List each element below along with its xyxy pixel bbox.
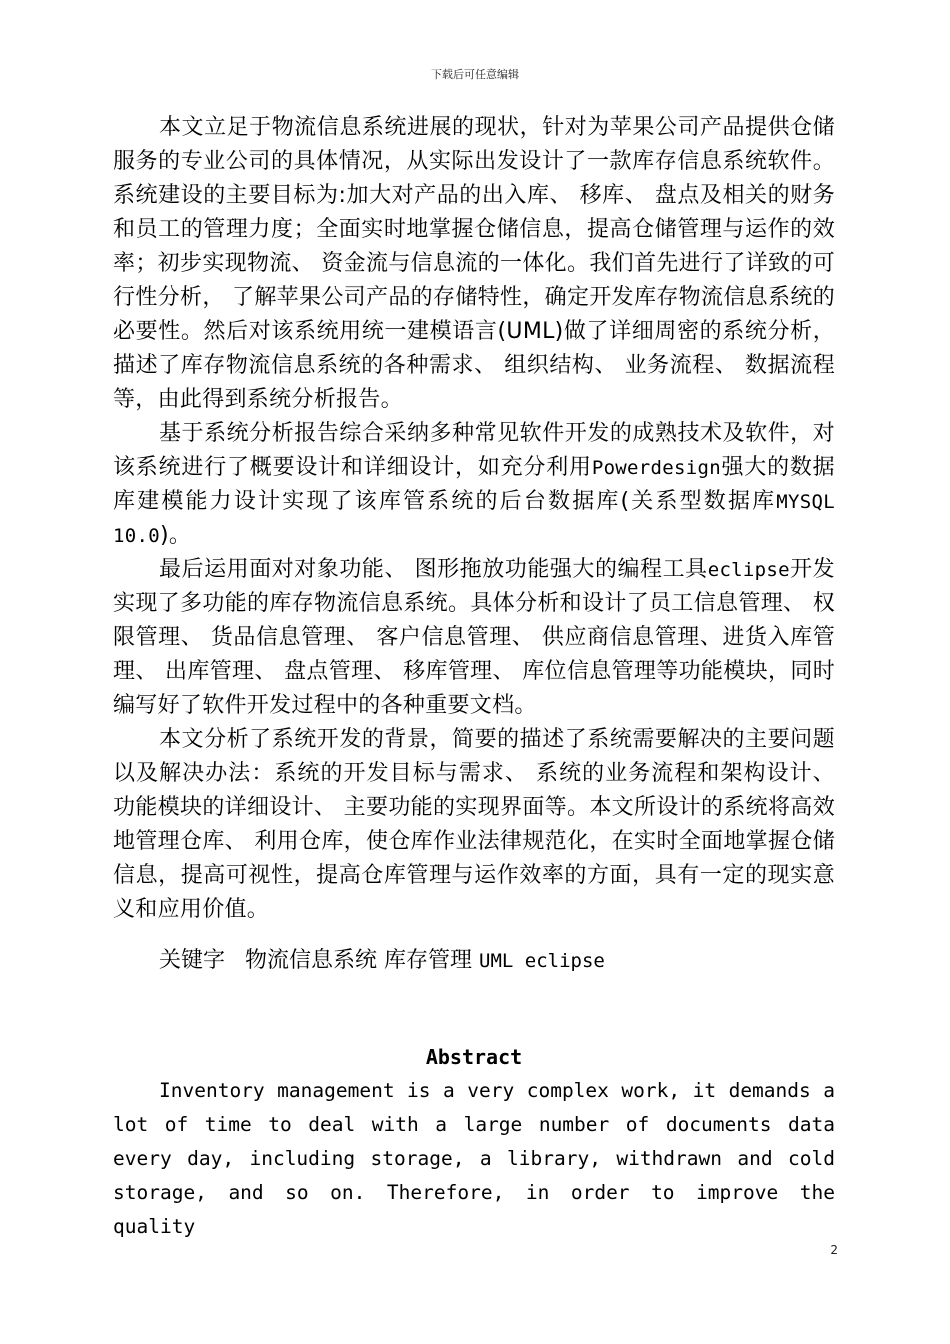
paragraph-design-text-3: )。 [159,523,192,548]
paragraph-design-term-powerdesign: Powerdesign [591,457,721,479]
keywords-label: 关键字 [159,948,226,973]
paragraph-implementation-term-eclipse: eclipse [707,559,790,581]
paragraph-implementation [113,553,835,723]
document-body [113,111,835,1244]
paragraph-design-text-1: 基于系统分析报告综合采纳多种常见软件开发的成熟技术及软件，对该系统进行了概要设计和详细设计，如充分利用 [113,421,835,480]
page-header: 下载后可任意编辑 [431,68,519,81]
keywords-chinese: 物流信息系统 库存管理 [245,948,473,973]
paragraph-design-text-2: 强大的数据库建模能力设计实现了该库管系统的后台数据库(关系型数据库 [113,455,835,514]
keywords-line [113,944,835,978]
paragraph-implementation-text-2: 开发实现了多功能的库存物流信息系统。具体分析和设计了员工信息管理、 权限管理、 货品信息管理、 客户信息管理、 供应商信息管理、进货入库管理、 出库管理、 盘点管理、 移库管理、 库位信息管理等功能模块，同时编写好了软件开发过程中的各种重要文档。 [113,557,835,718]
page-number: 2 [830,1243,838,1257]
abstract-body: Inventory management is a very complex work, it demands a lot of time to deal with a large number of documents data every day, including storage, a library, withdrawn and cold storage, and so on. Therefore, in order to improve the quality [113,1079,835,1238]
paragraph-intro: 本文立足于物流信息系统进展的现状，针对为苹果公司产品提供仓储服务的专业公司的具体情况，从实际出发设计了一款库存信息系统软件。系统建设的主要目标为:加大对产品的出入库、 移库、 盘点及相关的财务和员工的管理力度；全面实时地掌握仓储信息，提高仓储管理与运作的效率；初步实现物流、 资金流与信息流的一体化。我们首先进行了详致的可行性分析， 了解苹果公司产品的存储特性，确定开发库存物流信息系统的必要性。然后对该系统用统一建模语言(UML)做了详细周密的系统分析，描述了库存物流信息系统的各种需求、 组织结构、 业务流程、 数据流程等，由此得到系统分析报告。 [113,115,835,412]
paragraph-implementation-text-1: 最后运用面对对象功能、 图形拖放功能强大的编程工具 [159,557,708,582]
keywords-latin: UML eclipse [479,950,605,972]
paragraph-design-term-mysql: MYSQL 10.0 [113,491,835,547]
paragraph-design [113,417,835,553]
paragraph-summary: 本文分析了系统开发的背景，简要的描述了系统需要解决的主要问题以及解决办法：系统的开发目标与需求、 系统的业务流程和架构设计、 功能模块的详细设计、 主要功能的实现界面等。本文所设计的系统将高效地管理仓库、 利用仓库，使仓库作业法律规范化，在实时全面地掌握仓储信息，提高可视性，提高仓库管理与运作效率的方面，具有一定的现实意义和应用价值。 [113,727,835,922]
abstract-title: Abstract [425,1045,523,1069]
